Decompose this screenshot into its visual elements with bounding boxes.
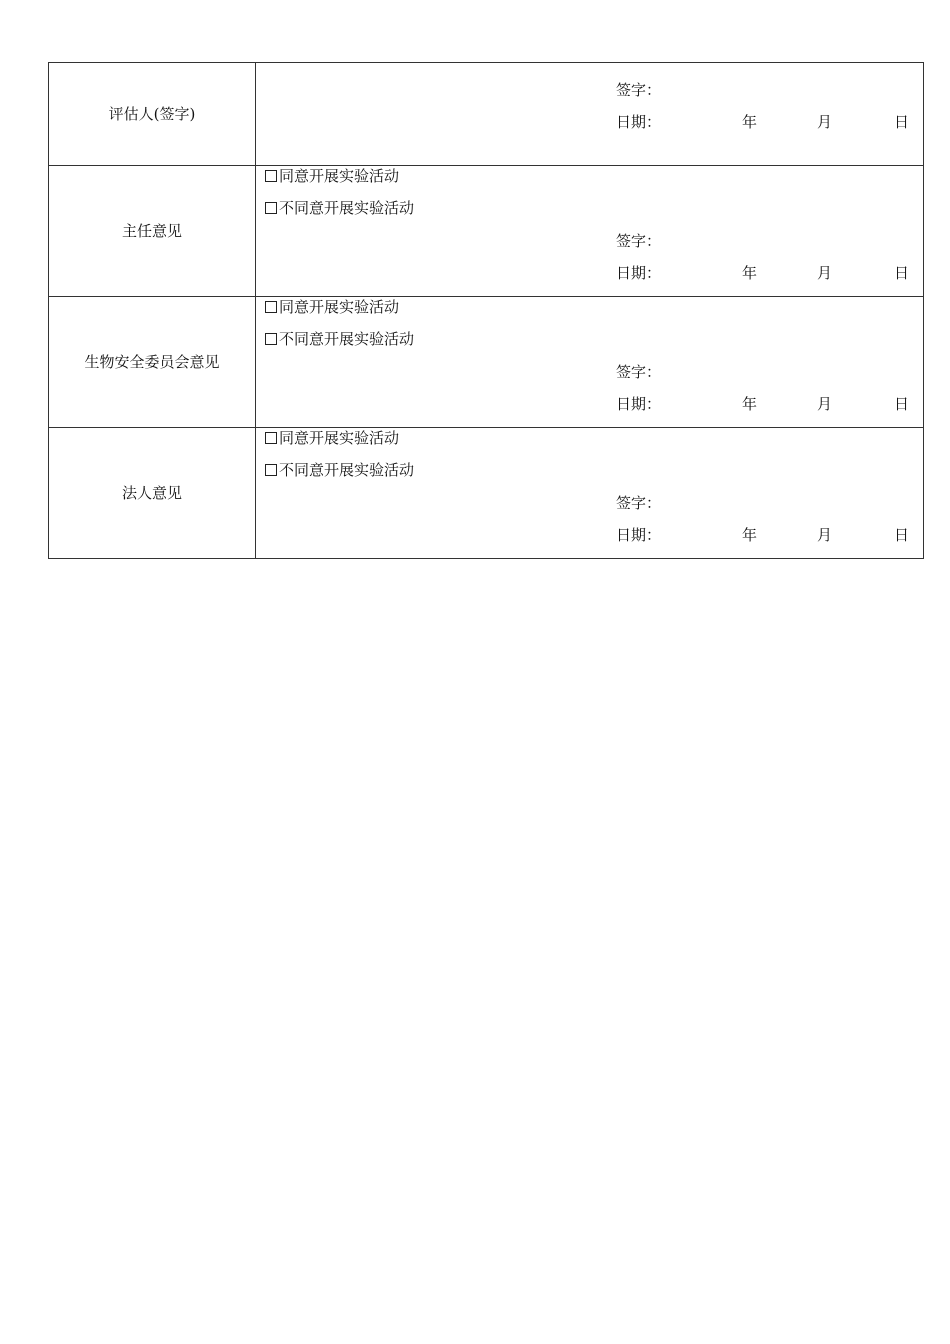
signature-label: 签字：: [616, 232, 662, 250]
signature-label: 签字：: [616, 81, 662, 99]
date-label: 日期：: [616, 264, 662, 282]
checkbox-disagree[interactable]: [265, 464, 277, 476]
option-agree[interactable]: [265, 428, 399, 448]
row-label: 主任意见: [49, 166, 256, 297]
day-label: 日: [894, 395, 910, 413]
month-label: 月: [817, 264, 833, 282]
month-label: 月: [817, 113, 833, 131]
option-disagree[interactable]: [265, 329, 414, 349]
table-row-evaluator: [49, 63, 924, 166]
signature-cell[interactable]: [256, 63, 924, 166]
option-disagree-label: 不同意开展实验活动: [279, 330, 415, 348]
option-agree[interactable]: [265, 297, 399, 317]
checkbox-agree[interactable]: [265, 301, 277, 313]
option-agree-label: 同意开展实验活动: [279, 429, 400, 447]
checkbox-disagree[interactable]: [265, 202, 277, 214]
opinion-cell: [256, 297, 924, 428]
opinion-cell: [256, 428, 924, 559]
option-agree-label: 同意开展实验活动: [279, 167, 400, 185]
signature-label: 签字：: [616, 363, 662, 381]
month-label: 月: [817, 526, 833, 544]
approval-form-table: [48, 62, 924, 559]
checkbox-agree[interactable]: [265, 432, 277, 444]
checkbox-agree[interactable]: [265, 170, 277, 182]
option-disagree-label: 不同意开展实验活动: [279, 461, 415, 479]
option-disagree-label: 不同意开展实验活动: [279, 199, 415, 217]
day-label: 日: [894, 264, 910, 282]
option-disagree[interactable]: [265, 460, 414, 480]
row-label: 法人意见: [49, 428, 256, 559]
year-label: 年: [742, 526, 758, 544]
signature-label: 签字：: [616, 494, 662, 512]
year-label: 年: [742, 264, 758, 282]
year-label: 年: [742, 113, 758, 131]
table-row-legal-representative-opinion: [49, 428, 924, 559]
date-label: 日期：: [616, 526, 662, 544]
day-label: 日: [894, 113, 910, 131]
date-label: 日期：: [616, 395, 662, 413]
year-label: 年: [742, 395, 758, 413]
option-agree[interactable]: [265, 166, 399, 186]
month-label: 月: [817, 395, 833, 413]
table-row-director-opinion: [49, 166, 924, 297]
option-agree-label: 同意开展实验活动: [279, 298, 400, 316]
row-label: 生物安全委员会意见: [49, 297, 256, 428]
option-disagree[interactable]: [265, 198, 414, 218]
table-row-biosafety-committee-opinion: [49, 297, 924, 428]
day-label: 日: [894, 526, 910, 544]
opinion-cell: [256, 166, 924, 297]
date-label: 日期：: [616, 113, 662, 131]
row-label: 评估人(签字): [49, 63, 256, 166]
checkbox-disagree[interactable]: [265, 333, 277, 345]
